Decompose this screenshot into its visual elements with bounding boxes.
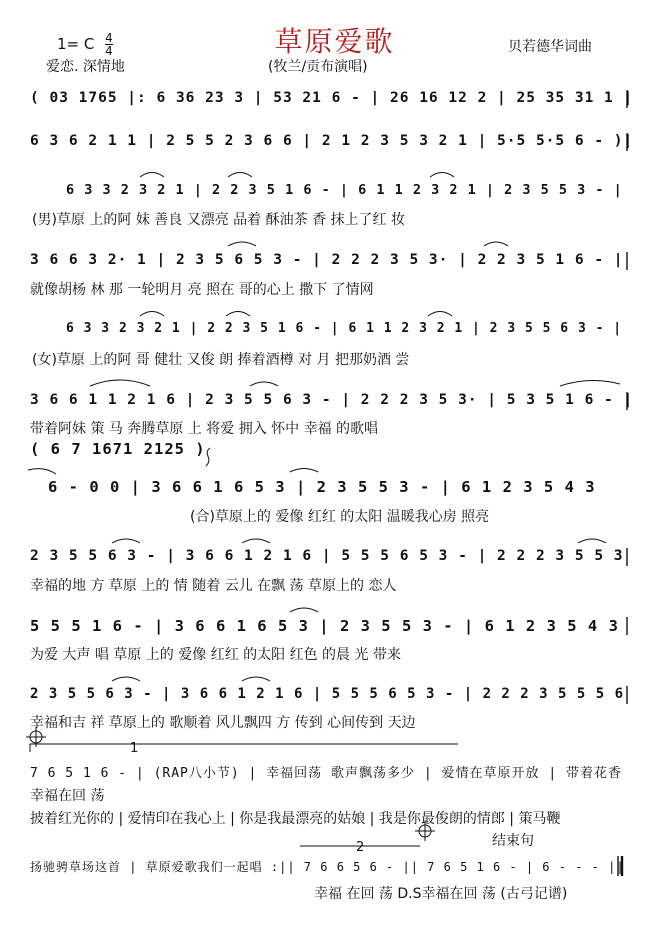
score-row-13: 扬驰骋草场这首 | 草原爱歌我们一起唱 :|| 7 6 6 5 6 - || 7 6 5 1 6 - | 6 - - - || (30, 860, 625, 874)
slur-mark (430, 173, 454, 178)
credits: 贝若德华词曲 (508, 39, 592, 55)
performers: (牧兰/贡布演唱) (268, 59, 368, 75)
key-label: 1= C (57, 35, 95, 53)
slur-mark (242, 677, 270, 681)
lyric-row-6: 带着阿妹 策 马 奔腾草原 上 将爱 拥入 怀中 幸福 的歌唱 (30, 421, 379, 437)
ending-label: 结束句 (492, 833, 534, 849)
rap-row-12: 披着红光你的 | 爱情印在我心上 | 你是我最漂亮的姑娘 | 我是你最俊朗的情郎 | 策马鞭 (30, 811, 561, 827)
slur-mark (290, 608, 318, 612)
segno-icon (206, 448, 210, 466)
lyric-row-5: (女)草原 上的阿 哥 健壮 又俊 朗 捧着酒樽 对 月 把那奶酒 尝 (32, 352, 410, 368)
lyric-row-4: 就像胡杨 林 那 一轮明月 亮 照在 哥的心上 撒下 了情网 (30, 282, 374, 298)
lyric-row-3: (男)草原 上的阿 妹 善良 又漂亮 品着 酥油茶 香 抹上了红 妆 (32, 212, 405, 228)
score-row-7: 6 - 0 0 | 3 6 6 1 6 5 3 | 2 3 5 5 3 - | 6 1 2 3 5 4 3 (48, 478, 596, 496)
slur-mark (226, 312, 250, 317)
score-row-10: 2 3 5 5 6 3 - | 3 6 6 1 2 1 6 | 5 5 5 6 5 3 - | 2 2 2 3 5 5 5 6 (30, 686, 625, 702)
volta-2: 2 (356, 840, 365, 855)
tempo-mood: 爱恋. 深情地 (46, 59, 125, 75)
lyric-row-8: 幸福的地 方 草原 上的 情 随着 云儿 在飘 荡 草原上的 恋人 (30, 578, 397, 594)
time-numerator: 4 (105, 31, 113, 45)
slur-mark (250, 382, 278, 386)
lyric-row-9: 为爱 大声 唱 草原 上的 爱像 红红 的太阳 红色 的晨 光 带来 (30, 647, 401, 663)
slur-mark (428, 312, 452, 317)
score-row-4: 3 6 6 3 2· 1 | 2 3 5 6 5 3 - | 2 2 2 3 5 3· | 2 2 3 5 1 6 - | (30, 252, 624, 268)
score-row-2: 6 3 6 2 1 1 | 2 5 5 2 3 6 6 | 2 1 2 3 5 3 2 1 | 5·5 5·5 6 - )| (30, 133, 634, 149)
time-denominator: 4 (105, 44, 113, 58)
slur-mark (242, 539, 270, 543)
score-row-11: 7 6 5 1 6 - | (RAP八小节) | 幸福回荡 歌声飘荡多少 | 爱情在草原开放 | 带着花香 (30, 766, 622, 781)
slur-mark (140, 173, 164, 178)
slur-mark (484, 242, 508, 246)
interlude-row: ( 6 7 1671 2125 ) (30, 440, 206, 458)
slur-mark (560, 380, 620, 386)
coda-icon (415, 821, 435, 841)
slur-mark (228, 242, 256, 246)
score-row-1: ( 03 1765 |: 6 36 23 3 | 53 21 6 - | 26 16 12 2 | 25 35 31 1 | (30, 90, 634, 106)
lyric-row-11: 幸福在回 荡 (30, 788, 105, 804)
score-row-8: 2 3 5 5 6 3 - | 3 6 6 1 2 1 6 | 5 5 5 6 5 3 - | 2 2 2 3 5 5 3 (30, 548, 624, 564)
slur-mark (228, 173, 252, 178)
score-row-9: 5 5 5 1 6 - | 3 6 6 1 6 5 3 | 2 3 5 5 3 - | 6 1 2 3 5 4 3 (30, 617, 619, 635)
slur-mark (112, 677, 140, 681)
score-row-3: 6 3 3 2 3 2 1 | 2 2 3 5 1 6 - | 6 1 1 2 3 2 1 | 2 3 5 5 3 - | (66, 182, 623, 198)
slur-mark (578, 539, 606, 543)
lyric-row-10: 幸福和吉 祥 草原上的 歌顺着 风儿飘四 方 传到 心间传到 天边 (30, 715, 416, 731)
slur-mark (112, 539, 140, 543)
lyric-row-7: (合)草原上的 爱像 红红 的太阳 温暖我心房 照亮 (190, 509, 490, 525)
slur-mark (290, 469, 318, 473)
volta-1: 1 (130, 741, 139, 756)
score-row-5: 6 3 3 2 3 2 1 | 2 2 3 5 1 6 - | 6 1 1 2 3 2 1 | 2 3 5 5 6 3 - | (66, 321, 623, 336)
slur-mark (90, 380, 150, 386)
slur-mark (140, 312, 164, 317)
song-title: 草原爱歌 (274, 25, 395, 58)
score-row-6: 3 6 6 1 1 2 1 6 | 2 3 5 5 6 3 - | 2 2 2 3 5 3· | 5 3 5 1 6 - | (30, 392, 634, 408)
slur-mark (28, 469, 56, 474)
lyric-row-13: 幸福 在回 荡 D.S幸福在回 荡 (古弓记谱) (314, 886, 568, 902)
